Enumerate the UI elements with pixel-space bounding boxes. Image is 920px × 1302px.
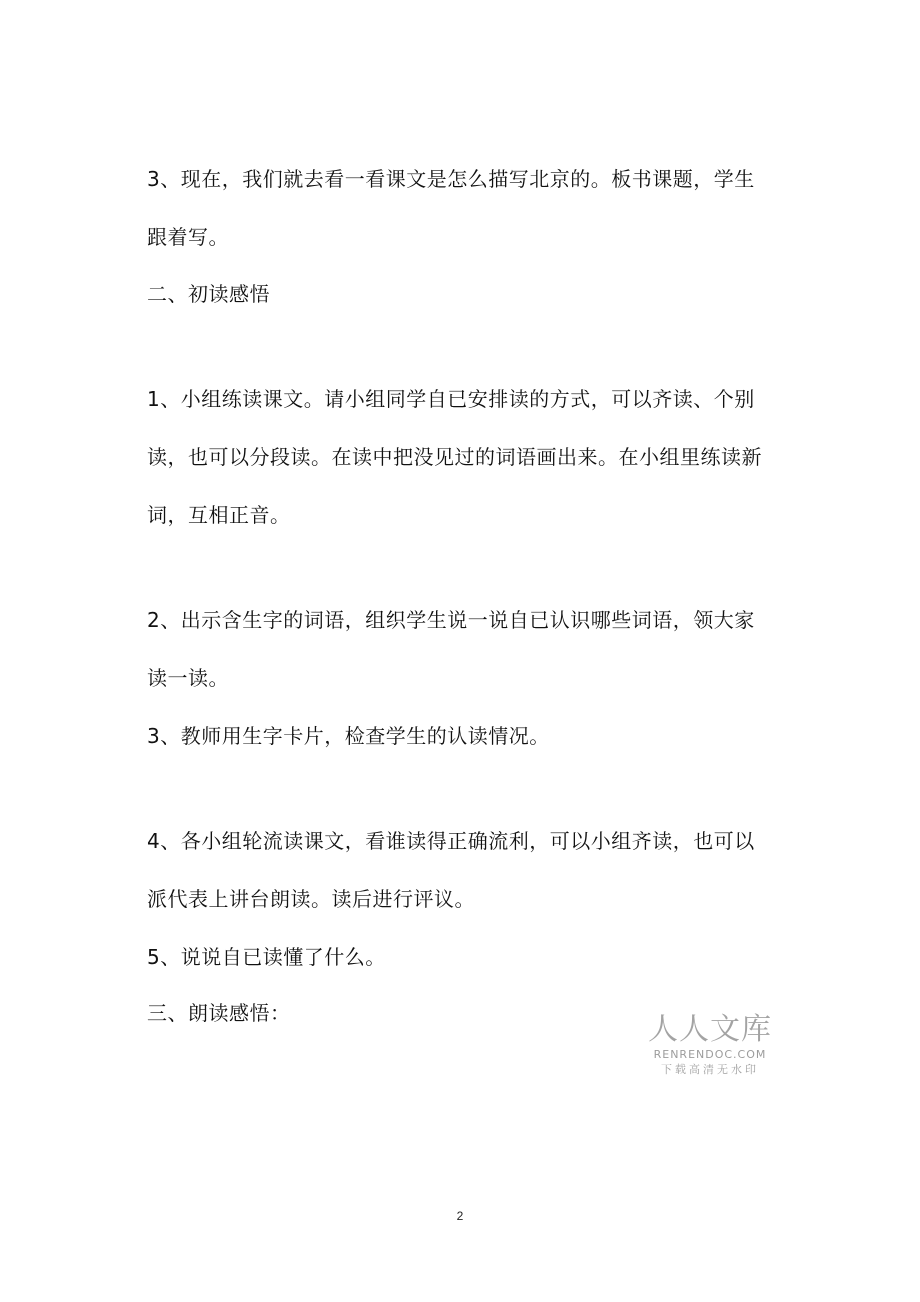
watermark-logo bbox=[630, 1012, 790, 1077]
watermark-domain-text: RENRENDOC.COM bbox=[653, 1048, 767, 1061]
watermark-tagline-text: 下载高清无水印 bbox=[661, 1063, 759, 1076]
paragraph-line: 5、说说自已读懂了什么。 bbox=[147, 945, 386, 969]
page-number: 2 bbox=[456, 1209, 464, 1223]
paragraph-line: 4、各小组轮流读课文，看谁读得正确流利，可以小组齐读，也可以 bbox=[147, 829, 755, 853]
paragraph-line: 派代表上讲台朗读。读后进行评议。 bbox=[147, 887, 475, 911]
paragraph-line: 3、现在，我们就去看一看课文是怎么描写北京的。板书课题，学生 bbox=[147, 167, 755, 191]
paragraph-line: 跟着写。 bbox=[147, 225, 229, 249]
paragraph-line: 2、出示含生字的词语，组织学生说一说自已认识哪些词语，领大家 bbox=[147, 608, 755, 632]
paragraph-line: 读一读。 bbox=[147, 666, 229, 690]
paragraph-line: 1、小组练读课文。请小组同学自已安排读的方式，可以齐读、个别 bbox=[147, 387, 755, 411]
paragraph-line: 3、教师用生字卡片，检查学生的认读情况。 bbox=[147, 724, 550, 748]
paragraph-line: 词，互相正音。 bbox=[147, 503, 291, 527]
section-heading: 二、初读感悟 bbox=[147, 282, 270, 306]
section-heading: 三、朗读感悟： bbox=[147, 1001, 291, 1025]
watermark-main-text: 人人文库 bbox=[648, 1012, 772, 1047]
paragraph-line: 读，也可以分段读。在读中把没见过的词语画出来。在小组里练读新 bbox=[147, 445, 762, 469]
